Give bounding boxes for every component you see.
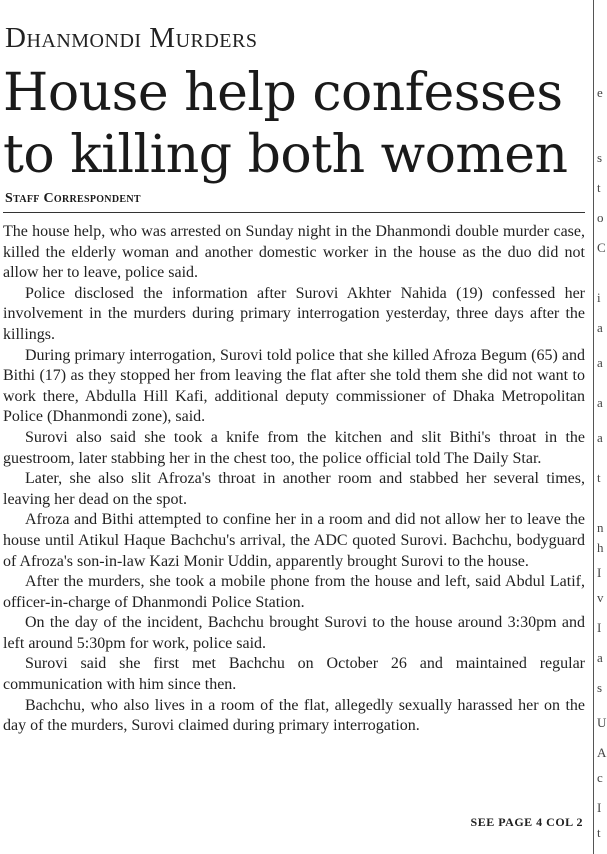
- paragraph: Bachchu, who also lives in a room of the flat, allegedly sexually harassed her on the day of the murders, Surovi claimed during primary interrogation.: [3, 696, 585, 735]
- edge-glyph: t: [597, 470, 601, 485]
- edge-glyph: o: [597, 210, 604, 225]
- edge-glyph: v: [597, 590, 604, 605]
- paragraph: Later, she also slit Afroza's throat in another room and stabbed her several times, leaving her dead on the spot.: [3, 470, 585, 508]
- paragraph: After the murders, she took a mobile phone from the house and left, said Abdul Latif, officer-in-charge of Dhanmondi Police Station.: [3, 573, 585, 611]
- edge-glyph: C: [597, 240, 606, 255]
- edge-glyph: a: [597, 650, 603, 665]
- byline: Staff Correspondent: [5, 191, 141, 206]
- paragraph: The house help, who was arrested on Sunday night in the Dhanmondi double murder case, killed the elderly woman and another domestic worker in the house as the duo did not allow her to leave, police said.: [3, 223, 585, 282]
- paragraph: During primary interrogation, Surovi told police that she killed Afroza Begum (65) and Bithi (17) as they stopped her from leaving the flat after she told them she did not want to work there, Abdulla Hill Kafi, additional deputy commissioner of Dhaka Metropolitan Police (Dhanmondi zone), said.: [3, 346, 585, 426]
- edge-glyph: c: [597, 770, 603, 785]
- edge-glyph: I: [597, 565, 602, 580]
- edge-glyph: I: [597, 620, 602, 635]
- headline: House help confesses to killing both women: [3, 63, 568, 185]
- edge-glyph: a: [597, 395, 603, 410]
- edge-glyph: t: [597, 825, 601, 840]
- edge-glyph: n: [597, 520, 604, 535]
- paragraph: On the day of the incident, Bachchu brought Surovi to the house around 3:30pm and left around 5:30pm for work, police said.: [3, 614, 585, 652]
- paragraph: Surovi also said she took a knife from the kitchen and slit Bithi's throat in the guestroom, later stabbing her in the chest too, the police official told The Daily Star.: [3, 428, 585, 467]
- byline-rule: [3, 212, 585, 213]
- edge-glyph: I: [597, 800, 602, 815]
- edge-glyph: a: [597, 430, 603, 445]
- paragraph: Surovi said she first met Bachchu on October 26 and maintained regular communication with him since then.: [3, 655, 585, 694]
- edge-glyph: e: [597, 85, 603, 100]
- section-kicker: Dhanmondi Murders: [5, 22, 258, 54]
- edge-glyph: s: [597, 680, 603, 695]
- edge-glyph: t: [597, 180, 601, 195]
- adjacent-column-edge: [593, 0, 607, 854]
- edge-glyph: a: [597, 355, 603, 370]
- edge-glyph: s: [597, 150, 603, 165]
- paragraph: Afroza and Bithi attempted to confine her in a room and did not allow her to leave the house until Atikul Haque Bachchu's arrival, the ADC quoted Surovi. Bachchu, bodyguard of Afroza's son-in-law Kazi Monir Uddin, apparently brought Surovi to the house.: [3, 511, 585, 570]
- article-body: [3, 222, 585, 737]
- edge-glyph: U: [597, 715, 607, 730]
- paragraph: Police disclosed the information after Surovi Akhter Nahida (19) confessed her involvement in the murders during primary interrogation yesterday, three days after the killings.: [3, 284, 585, 343]
- continuation-line: SEE PAGE 4 COL 2: [470, 815, 583, 829]
- edge-glyph: A: [597, 745, 607, 760]
- edge-glyph: a: [597, 320, 603, 335]
- edge-glyph: i: [597, 290, 601, 305]
- edge-glyph: h: [597, 540, 604, 555]
